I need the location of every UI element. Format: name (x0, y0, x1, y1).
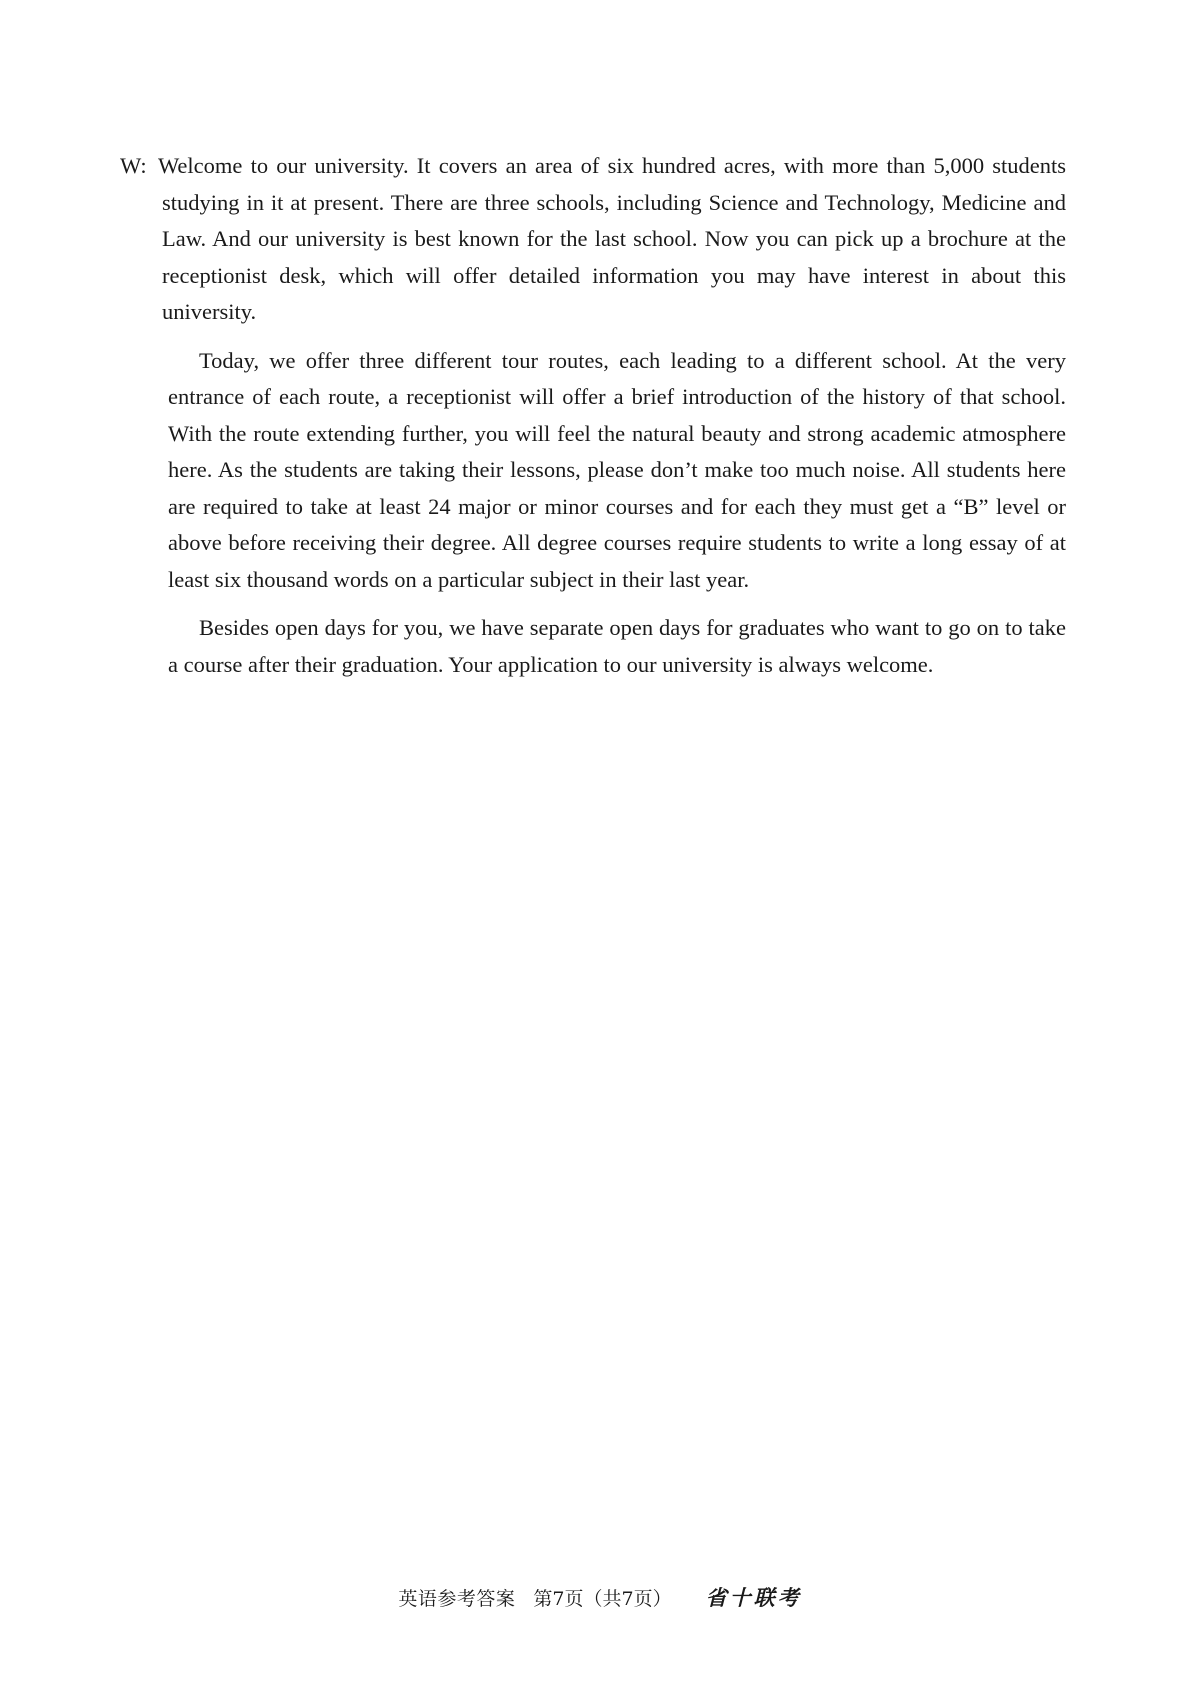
footer-doc-title: 英语参考答案 (398, 1588, 516, 1610)
transcript-paragraph-1 (120, 148, 1066, 331)
footer-brand-logo: 省十联考 (705, 1586, 802, 1610)
speaker-label: W: (120, 153, 147, 178)
transcript-paragraph-3: Besides open days for you, we have separate open days for graduates who want to go on to take a course after their graduation. Your application to our university is always welcome. (168, 615, 1066, 677)
transcript-paragraph-2: Today, we offer three different tour routes, each leading to a different school. At the very entrance of each route, a receptionist will offer a brief introduction of the history of that school. With the route extending further, you will feel the natural beauty and strong academic atmosphere here. As the students are taking their lessons, please don’t make too much noise. All students here are required to take at least 24 major or minor courses and for each they must get a “B” level or above before receiving their degree. All degree courses require students to write a long essay of at least six thousand words on a particular subject in their last year. (168, 347, 1066, 592)
footer-page-number: 第7页（共7页） (533, 1588, 672, 1610)
listening-transcript (120, 148, 1066, 695)
paragraph-1-text: Welcome to our university. It covers an area of six hundred acres, with more than 5,000 students studying in it at present. There are three schools, including Science and Technology, Medicine and Law. And our university is best known for the last school. Now you can pick up a brochure at the receptionist desk, which will offer detailed information you may have interest in about this university. (158, 153, 1066, 324)
page-footer (0, 1582, 1200, 1612)
